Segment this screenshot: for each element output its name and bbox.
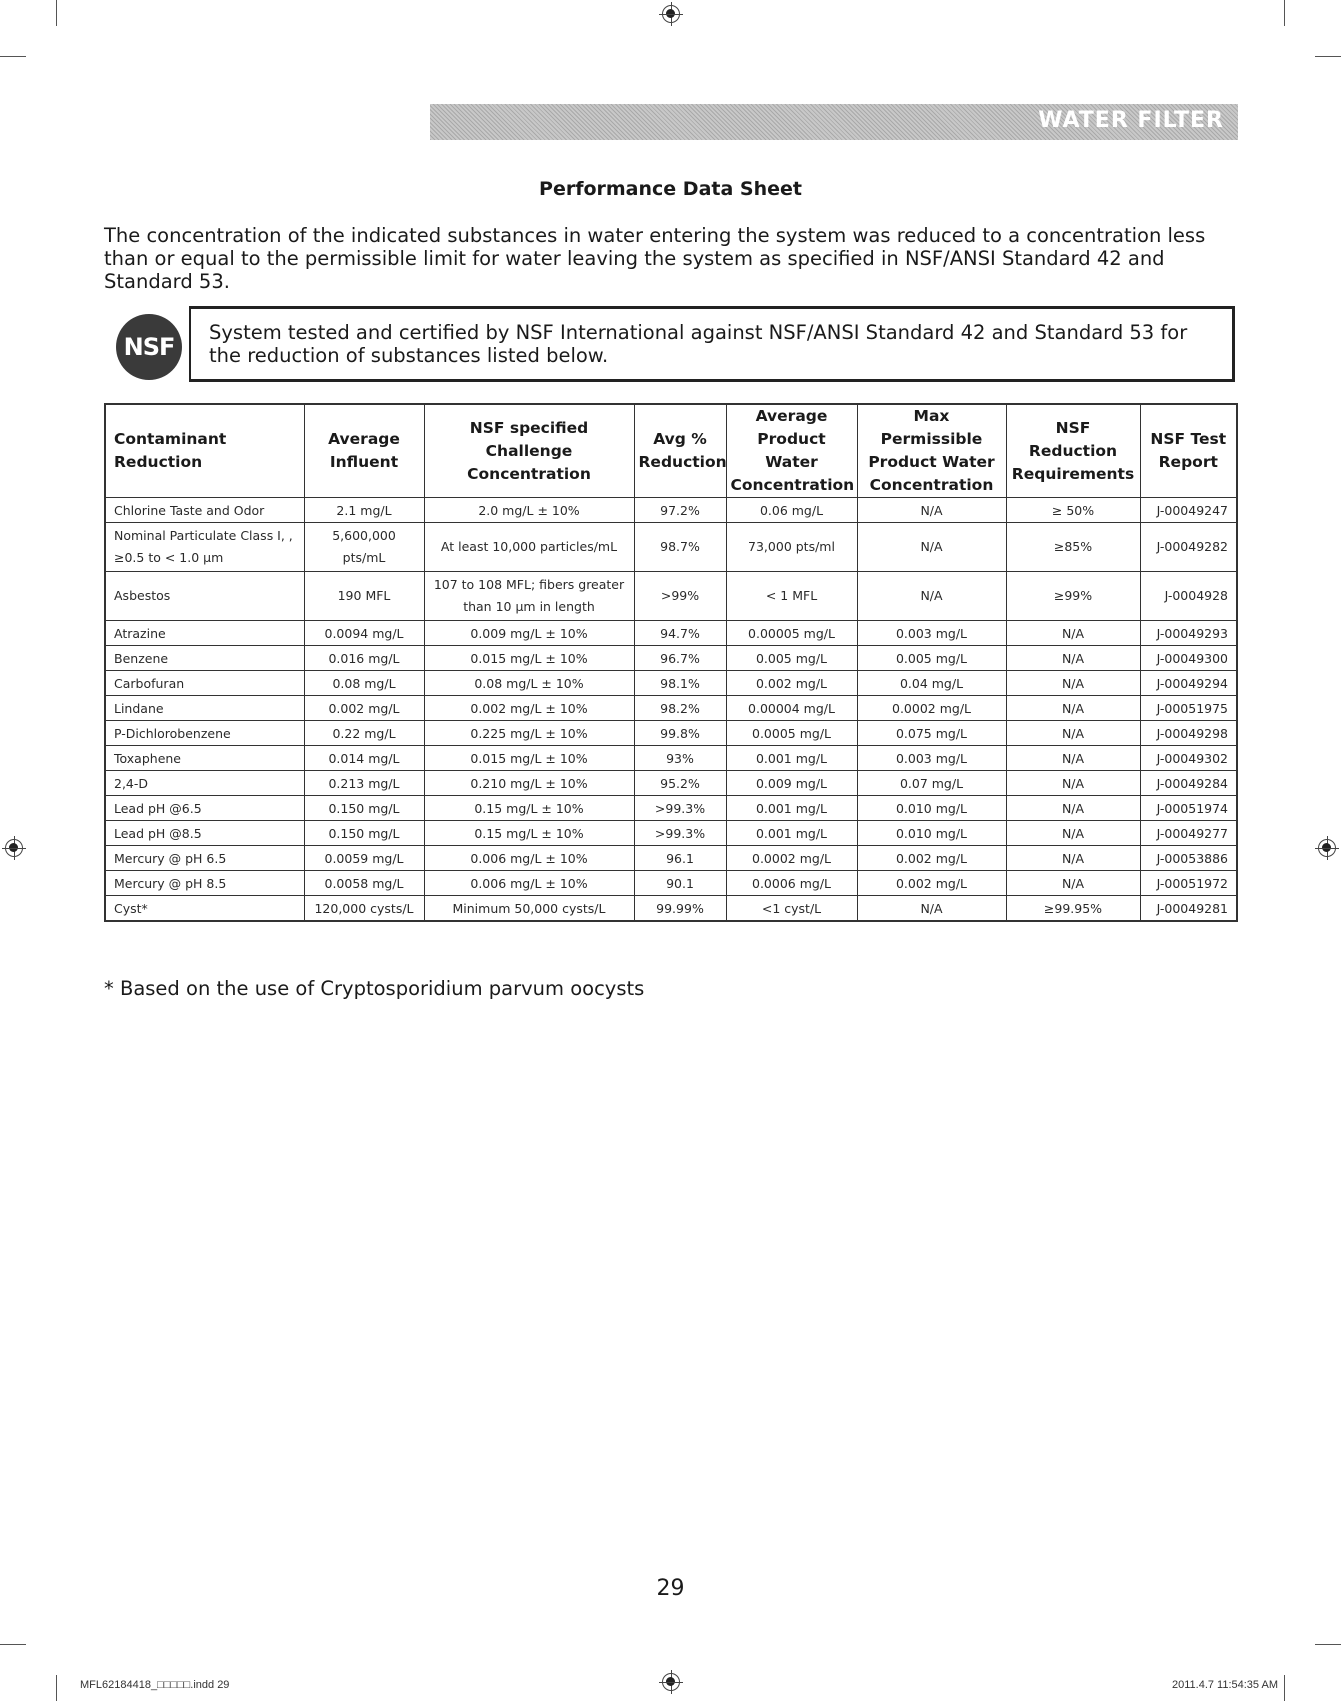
column-header: Average Product Water Concentration xyxy=(726,404,857,498)
table-cell: At least 10,000 particles/mL xyxy=(424,523,634,572)
table-cell: 99.99% xyxy=(634,896,726,922)
table-row xyxy=(105,646,1237,671)
registration-mark-icon xyxy=(662,1673,680,1691)
nsf-logo-icon xyxy=(116,314,182,380)
column-header: NSF Test Report xyxy=(1140,404,1237,498)
table-cell: J-00053886 xyxy=(1140,846,1237,871)
table-cell: N/A xyxy=(1006,846,1140,871)
table-cell: 0.150 mg/L xyxy=(304,821,424,846)
table-cell: Nominal Particulate Class I, , ≥0.5 to < 1.0 µm xyxy=(105,523,304,572)
table-cell: 0.016 mg/L xyxy=(304,646,424,671)
table-cell: J-00049282 xyxy=(1140,523,1237,572)
crop-mark xyxy=(1284,0,1285,26)
table-row xyxy=(105,671,1237,696)
table-cell: 98.7% xyxy=(634,523,726,572)
table-row xyxy=(105,498,1237,523)
table-cell: Lindane xyxy=(105,696,304,721)
page-number: 29 xyxy=(656,1576,685,1601)
table-cell: 0.15 mg/L ± 10% xyxy=(424,821,634,846)
registration-mark-icon xyxy=(5,839,23,857)
crop-mark xyxy=(0,56,26,57)
table-cell: N/A xyxy=(1006,821,1140,846)
table-cell: 0.002 mg/L xyxy=(857,846,1006,871)
table-cell: 5,600,000 pts/mL xyxy=(304,523,424,572)
table-cell: Lead pH @8.5 xyxy=(105,821,304,846)
section-banner xyxy=(430,104,1238,140)
table-row xyxy=(105,696,1237,721)
table-cell: 73,000 pts/ml xyxy=(726,523,857,572)
slug-file: MFL62184418_□□□□□.indd 29 xyxy=(80,1679,230,1691)
table-cell: ≥ 50% xyxy=(1006,498,1140,523)
table-cell: >99% xyxy=(634,572,726,621)
table-cell: Carbofuran xyxy=(105,671,304,696)
table-cell: 0.15 mg/L ± 10% xyxy=(424,796,634,821)
table-cell: Asbestos xyxy=(105,572,304,621)
intro-paragraph: The concentration of the indicated substances in water entering the system was reduced to a concentration less than or equal to the permissible limit for water leaving the system as specified in NSF/ANSI Standard 42 and Standard 53. xyxy=(104,224,1206,293)
table-cell: 0.009 mg/L xyxy=(726,771,857,796)
table-cell: 0.005 mg/L xyxy=(726,646,857,671)
table-cell: <1 cyst/L xyxy=(726,896,857,922)
table-cell: 0.001 mg/L xyxy=(726,746,857,771)
table-cell: J-00051974 xyxy=(1140,796,1237,821)
table-cell: 0.0002 mg/L xyxy=(726,846,857,871)
table-cell: 2.1 mg/L xyxy=(304,498,424,523)
table-row xyxy=(105,523,1237,572)
table-cell: J-00049247 xyxy=(1140,498,1237,523)
table-row xyxy=(105,796,1237,821)
crop-mark xyxy=(1284,1675,1285,1701)
table-cell: 99.8% xyxy=(634,721,726,746)
page-heading: Performance Data Sheet xyxy=(539,178,802,200)
column-header: NSF Reduction Requirements xyxy=(1006,404,1140,498)
table-cell: Cyst* xyxy=(105,896,304,922)
table-cell: < 1 MFL xyxy=(726,572,857,621)
table-cell: 107 to 108 MFL; fibers greater than 10 µm in length xyxy=(424,572,634,621)
table-cell: Mercury @ pH 6.5 xyxy=(105,846,304,871)
table-cell: N/A xyxy=(857,498,1006,523)
table-cell: 90.1 xyxy=(634,871,726,896)
table-cell: J-00049298 xyxy=(1140,721,1237,746)
table-cell: 0.0006 mg/L xyxy=(726,871,857,896)
table-cell: 98.1% xyxy=(634,671,726,696)
table-cell: 190 MFL xyxy=(304,572,424,621)
table-cell: Chlorine Taste and Odor xyxy=(105,498,304,523)
table-cell: 0.006 mg/L ± 10% xyxy=(424,846,634,871)
table-row xyxy=(105,721,1237,746)
table-cell: N/A xyxy=(1006,871,1140,896)
table-cell: 0.0058 mg/L xyxy=(304,871,424,896)
table-cell: 0.006 mg/L ± 10% xyxy=(424,871,634,896)
table-cell: 0.00005 mg/L xyxy=(726,621,857,646)
table-cell: 0.22 mg/L xyxy=(304,721,424,746)
crop-mark xyxy=(1315,56,1341,57)
column-header: NSF specified Challenge Concentration xyxy=(424,404,634,498)
table-cell: 0.00004 mg/L xyxy=(726,696,857,721)
table-cell: N/A xyxy=(1006,621,1140,646)
table-cell: ≥85% xyxy=(1006,523,1140,572)
table-cell: 0.0002 mg/L xyxy=(857,696,1006,721)
table-cell: >99.3% xyxy=(634,796,726,821)
table-cell: Toxaphene xyxy=(105,746,304,771)
table-header-row xyxy=(105,404,1237,498)
table-cell: 0.075 mg/L xyxy=(857,721,1006,746)
table-row xyxy=(105,846,1237,871)
table-cell: 0.0094 mg/L xyxy=(304,621,424,646)
table-cell: 0.07 mg/L xyxy=(857,771,1006,796)
table-row xyxy=(105,572,1237,621)
table-cell: ≥99% xyxy=(1006,572,1140,621)
table-cell: Lead pH @6.5 xyxy=(105,796,304,821)
table-cell: 0.210 mg/L ± 10% xyxy=(424,771,634,796)
table-cell: 2,4-D xyxy=(105,771,304,796)
footnote: * Based on the use of Cryptosporidium parvum oocysts xyxy=(104,977,645,1000)
table-cell: N/A xyxy=(1006,721,1140,746)
table-cell: 0.001 mg/L xyxy=(726,796,857,821)
table-cell: 0.014 mg/L xyxy=(304,746,424,771)
table-cell: N/A xyxy=(857,896,1006,922)
table-row xyxy=(105,821,1237,846)
table-row xyxy=(105,621,1237,646)
table-cell: 97.2% xyxy=(634,498,726,523)
table-cell: 0.009 mg/L ± 10% xyxy=(424,621,634,646)
table-cell: 120,000 cysts/L xyxy=(304,896,424,922)
table-cell: 0.003 mg/L xyxy=(857,621,1006,646)
table-cell: J-00049300 xyxy=(1140,646,1237,671)
table-cell: N/A xyxy=(857,572,1006,621)
table-row xyxy=(105,871,1237,896)
table-cell: J-00049281 xyxy=(1140,896,1237,922)
table-cell: 96.1 xyxy=(634,846,726,871)
table-cell: 0.005 mg/L xyxy=(857,646,1006,671)
crop-mark xyxy=(1315,1644,1341,1645)
table-cell: J-00049277 xyxy=(1140,821,1237,846)
table-cell: Benzene xyxy=(105,646,304,671)
registration-mark-icon xyxy=(662,5,680,23)
table-cell: 0.001 mg/L xyxy=(726,821,857,846)
table-cell: J-00049294 xyxy=(1140,671,1237,696)
table-cell: J-00051975 xyxy=(1140,696,1237,721)
table-cell: J-0004928 xyxy=(1140,572,1237,621)
table-cell: N/A xyxy=(1006,646,1140,671)
table-row xyxy=(105,896,1237,922)
table-cell: 0.002 mg/L xyxy=(304,696,424,721)
table-cell: 0.08 mg/L ± 10% xyxy=(424,671,634,696)
column-header: Contaminant Reduction xyxy=(105,404,304,498)
certification-notice: System tested and certified by NSF International against NSF/ANSI Standard 42 and Standard 53 for the reduction of substances listed below. xyxy=(189,306,1235,382)
table-cell: 93% xyxy=(634,746,726,771)
table-cell: J-00049293 xyxy=(1140,621,1237,646)
table-cell: 0.010 mg/L xyxy=(857,821,1006,846)
table-cell: 0.0059 mg/L xyxy=(304,846,424,871)
table-cell: 0.002 mg/L xyxy=(857,871,1006,896)
table-row xyxy=(105,771,1237,796)
table-cell: J-00049302 xyxy=(1140,746,1237,771)
table-cell: 0.015 mg/L ± 10% xyxy=(424,746,634,771)
table-cell: 95.2% xyxy=(634,771,726,796)
table-cell: 98.2% xyxy=(634,696,726,721)
table-cell: P-Dichlorobenzene xyxy=(105,721,304,746)
crop-mark xyxy=(56,0,57,26)
table-cell: N/A xyxy=(1006,746,1140,771)
table-cell: 0.213 mg/L xyxy=(304,771,424,796)
registration-mark-icon xyxy=(1318,839,1336,857)
table-cell: ≥99.95% xyxy=(1006,896,1140,922)
table-cell: Atrazine xyxy=(105,621,304,646)
table-cell: 0.06 mg/L xyxy=(726,498,857,523)
table-cell: 0.015 mg/L ± 10% xyxy=(424,646,634,671)
table-cell: 96.7% xyxy=(634,646,726,671)
slug-timestamp: 2011.4.7 11:54:35 AM xyxy=(1171,1679,1278,1691)
table-cell: 0.003 mg/L xyxy=(857,746,1006,771)
table-cell: N/A xyxy=(857,523,1006,572)
table-cell: 0.0005 mg/L xyxy=(726,721,857,746)
section-title: WATER FILTER xyxy=(1038,108,1224,133)
table-cell: 0.002 mg/L ± 10% xyxy=(424,696,634,721)
table-cell: 0.150 mg/L xyxy=(304,796,424,821)
table-cell: 2.0 mg/L ± 10% xyxy=(424,498,634,523)
table-cell: N/A xyxy=(1006,771,1140,796)
crop-mark xyxy=(0,1644,26,1645)
table-cell: 94.7% xyxy=(634,621,726,646)
table-cell: J-00051972 xyxy=(1140,871,1237,896)
table-cell: N/A xyxy=(1006,796,1140,821)
table-cell: >99.3% xyxy=(634,821,726,846)
nsf-logo-text: NSF xyxy=(123,333,175,361)
table-cell: J-00049284 xyxy=(1140,771,1237,796)
table-cell: 0.225 mg/L ± 10% xyxy=(424,721,634,746)
table-cell: 0.002 mg/L xyxy=(726,671,857,696)
crop-mark xyxy=(56,1675,57,1701)
table-cell: Minimum 50,000 cysts/L xyxy=(424,896,634,922)
table-cell: 0.04 mg/L xyxy=(857,671,1006,696)
table-cell: Mercury @ pH 8.5 xyxy=(105,871,304,896)
table-cell: 0.010 mg/L xyxy=(857,796,1006,821)
column-header: Avg % Reduction xyxy=(634,404,726,498)
column-header: Max Permissible Product Water Concentration xyxy=(857,404,1006,498)
column-header: Average Influent xyxy=(304,404,424,498)
table-row xyxy=(105,746,1237,771)
table-cell: 0.08 mg/L xyxy=(304,671,424,696)
performance-table xyxy=(104,403,1238,922)
table-cell: N/A xyxy=(1006,671,1140,696)
table-cell: N/A xyxy=(1006,696,1140,721)
